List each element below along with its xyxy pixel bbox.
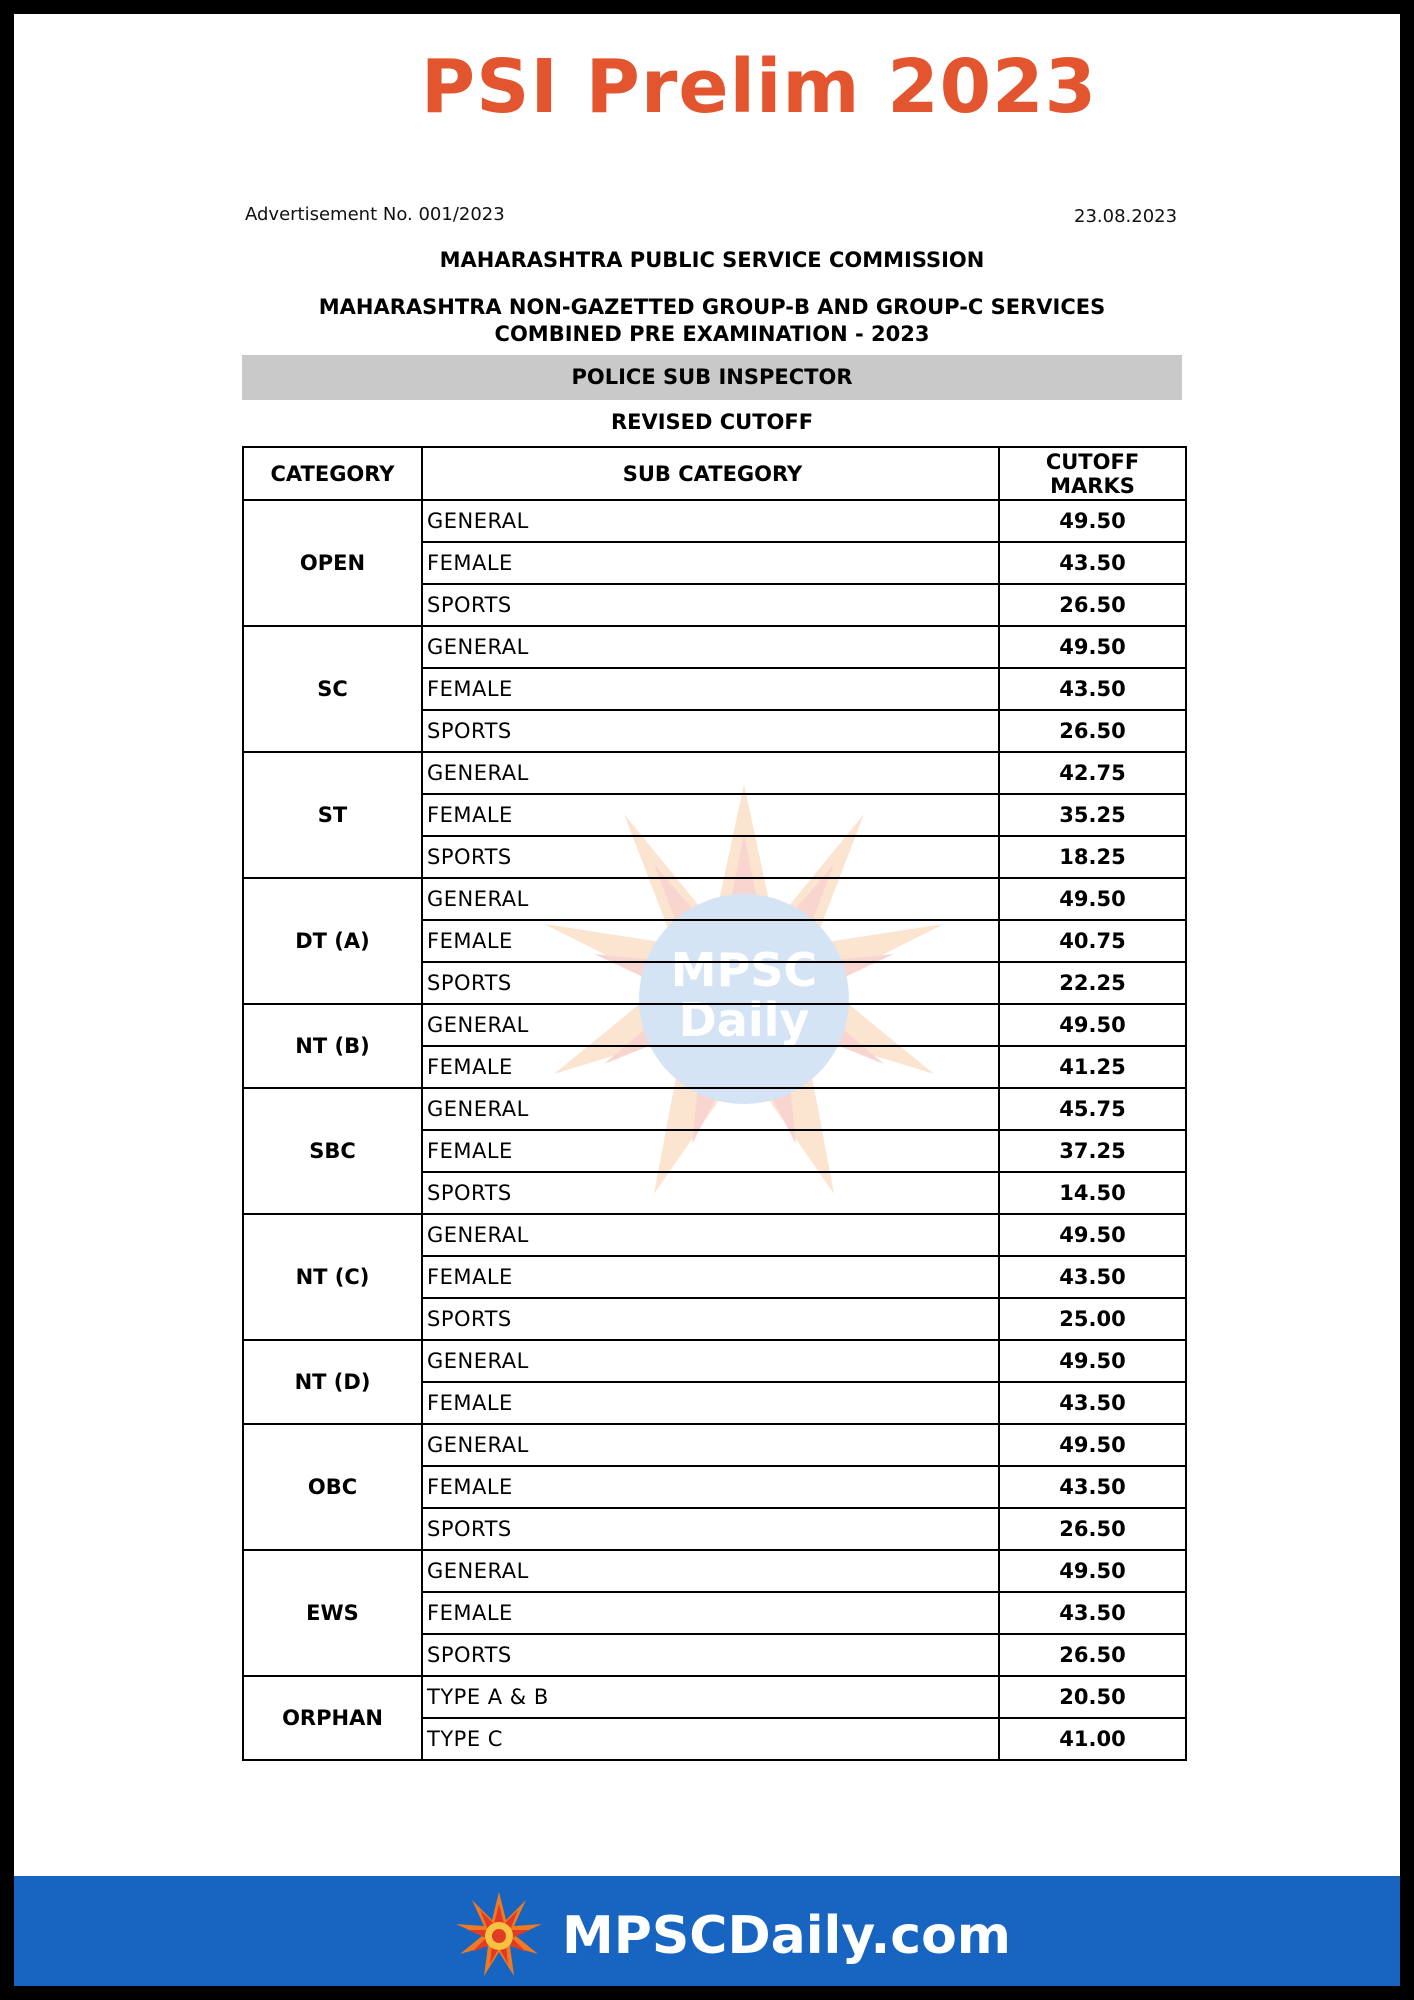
cutoff-marks-cell: 41.25 [999,1046,1186,1088]
cutoff-marks-cell: 49.50 [999,1424,1186,1466]
sub-category-cell: FEMALE [422,1382,999,1424]
document-page [14,14,1400,1986]
cutoff-marks-cell: 43.50 [999,542,1186,584]
category-cell: NT (D) [243,1340,422,1424]
sub-category-cell: FEMALE [422,668,999,710]
footer-site-name: MPSCDaily.com [562,1906,1011,1966]
table-row [243,1340,1186,1382]
cutoff-marks-cell: 26.50 [999,584,1186,626]
sub-category-cell: FEMALE [422,920,999,962]
cutoff-marks-cell: 49.50 [999,878,1186,920]
cutoff-marks-cell: 45.75 [999,1088,1186,1130]
sub-category-cell: GENERAL [422,752,999,794]
document-date: 23.08.2023 [1074,206,1178,227]
post-name-bar: POLICE SUB INSPECTOR [242,355,1182,400]
header-sub-category: SUB CATEGORY [422,447,999,500]
exam-name-line1: MAHARASHTRA NON-GAZETTED GROUP-B AND GROUP-C SERVICES [318,295,1106,319]
exam-name-line2: COMBINED PRE EXAMINATION - 2023 [494,322,930,346]
sub-category-cell: SPORTS [422,584,999,626]
sub-category-cell: FEMALE [422,1466,999,1508]
exam-name [242,294,1182,348]
sub-category-cell: GENERAL [422,1088,999,1130]
sub-category-cell: SPORTS [422,710,999,752]
table-row [243,1424,1186,1466]
page-title: PSI Prelim 2023 [420,44,1098,130]
table-row [243,500,1186,542]
sub-category-cell: GENERAL [422,1004,999,1046]
table-row [243,1088,1186,1130]
cutoff-marks-cell: 49.50 [999,1214,1186,1256]
cutoff-marks-cell: 43.50 [999,668,1186,710]
cutoff-subtitle: REVISED CUTOFF [610,410,814,434]
header-cutoff-marks: CUTOFF MARKS [999,447,1186,500]
cutoff-marks-cell: 18.25 [999,836,1186,878]
cutoff-marks-cell: 26.50 [999,1508,1186,1550]
table-row [243,1214,1186,1256]
sub-category-cell: FEMALE [422,1256,999,1298]
cutoff-marks-cell: 49.50 [999,500,1186,542]
sub-category-cell: FEMALE [422,794,999,836]
cutoff-marks-cell: 42.75 [999,752,1186,794]
cutoff-marks-cell: 49.50 [999,1550,1186,1592]
sub-category-cell: GENERAL [422,626,999,668]
cutoff-marks-cell: 20.50 [999,1676,1186,1718]
category-cell: OPEN [243,500,422,626]
category-cell: DT (A) [243,878,422,1004]
watermark-text-line2: Daily [678,993,810,1047]
cutoff-marks-cell: 43.50 [999,1592,1186,1634]
sub-category-cell: GENERAL [422,500,999,542]
cutoff-marks-cell: 14.50 [999,1172,1186,1214]
sub-category-cell: TYPE C [422,1718,999,1760]
watermark-text-line1: MPSC [670,943,818,997]
sub-category-cell: GENERAL [422,1340,999,1382]
cutoff-marks-cell: 43.50 [999,1256,1186,1298]
table-row [243,626,1186,668]
sub-category-cell: TYPE A & B [422,1676,999,1718]
commission-name: MAHARASHTRA PUBLIC SERVICE COMMISSION [439,248,985,272]
sub-category-cell: FEMALE [422,542,999,584]
table-row [243,878,1186,920]
category-cell: EWS [243,1550,422,1676]
table-row [243,1676,1186,1718]
mpsc-daily-logo-icon [454,1890,544,1980]
sub-category-cell: SPORTS [422,1508,999,1550]
sub-category-cell: FEMALE [422,1046,999,1088]
cutoff-table [242,446,1187,1761]
table-header-row [243,447,1186,500]
cutoff-marks-cell: 49.50 [999,1340,1186,1382]
category-cell: SC [243,626,422,752]
cutoff-marks-cell: 41.00 [999,1718,1186,1760]
category-cell: ORPHAN [243,1676,422,1760]
sub-category-cell: FEMALE [422,1592,999,1634]
sub-category-cell: GENERAL [422,1424,999,1466]
advertisement-number: Advertisement No. 001/2023 [245,204,505,225]
cutoff-marks-cell: 43.50 [999,1466,1186,1508]
table-row [243,1550,1186,1592]
sub-category-cell: SPORTS [422,1172,999,1214]
cutoff-marks-cell: 35.25 [999,794,1186,836]
category-cell: NT (B) [243,1004,422,1088]
cutoff-marks-cell: 40.75 [999,920,1186,962]
cutoff-marks-cell: 49.50 [999,626,1186,668]
cutoff-marks-cell: 43.50 [999,1382,1186,1424]
cutoff-marks-cell: 25.00 [999,1298,1186,1340]
category-cell: NT (C) [243,1214,422,1340]
sub-category-cell: GENERAL [422,1550,999,1592]
cutoff-marks-cell: 37.25 [999,1130,1186,1172]
cutoff-table-body [243,500,1186,1760]
category-cell: SBC [243,1088,422,1214]
table-row [243,752,1186,794]
cutoff-marks-cell: 49.50 [999,1004,1186,1046]
sub-category-cell: SPORTS [422,836,999,878]
cutoff-marks-cell: 26.50 [999,710,1186,752]
sub-category-cell: GENERAL [422,878,999,920]
cutoff-marks-cell: 26.50 [999,1634,1186,1676]
sub-category-cell: FEMALE [422,1130,999,1172]
sub-category-cell: SPORTS [422,1634,999,1676]
sub-category-cell: SPORTS [422,1298,999,1340]
sub-category-cell: SPORTS [422,962,999,1004]
category-cell: OBC [243,1424,422,1550]
header-category: CATEGORY [243,447,422,500]
cutoff-marks-cell: 22.25 [999,962,1186,1004]
category-cell: ST [243,752,422,878]
sub-category-cell: GENERAL [422,1214,999,1256]
table-row [243,1004,1186,1046]
